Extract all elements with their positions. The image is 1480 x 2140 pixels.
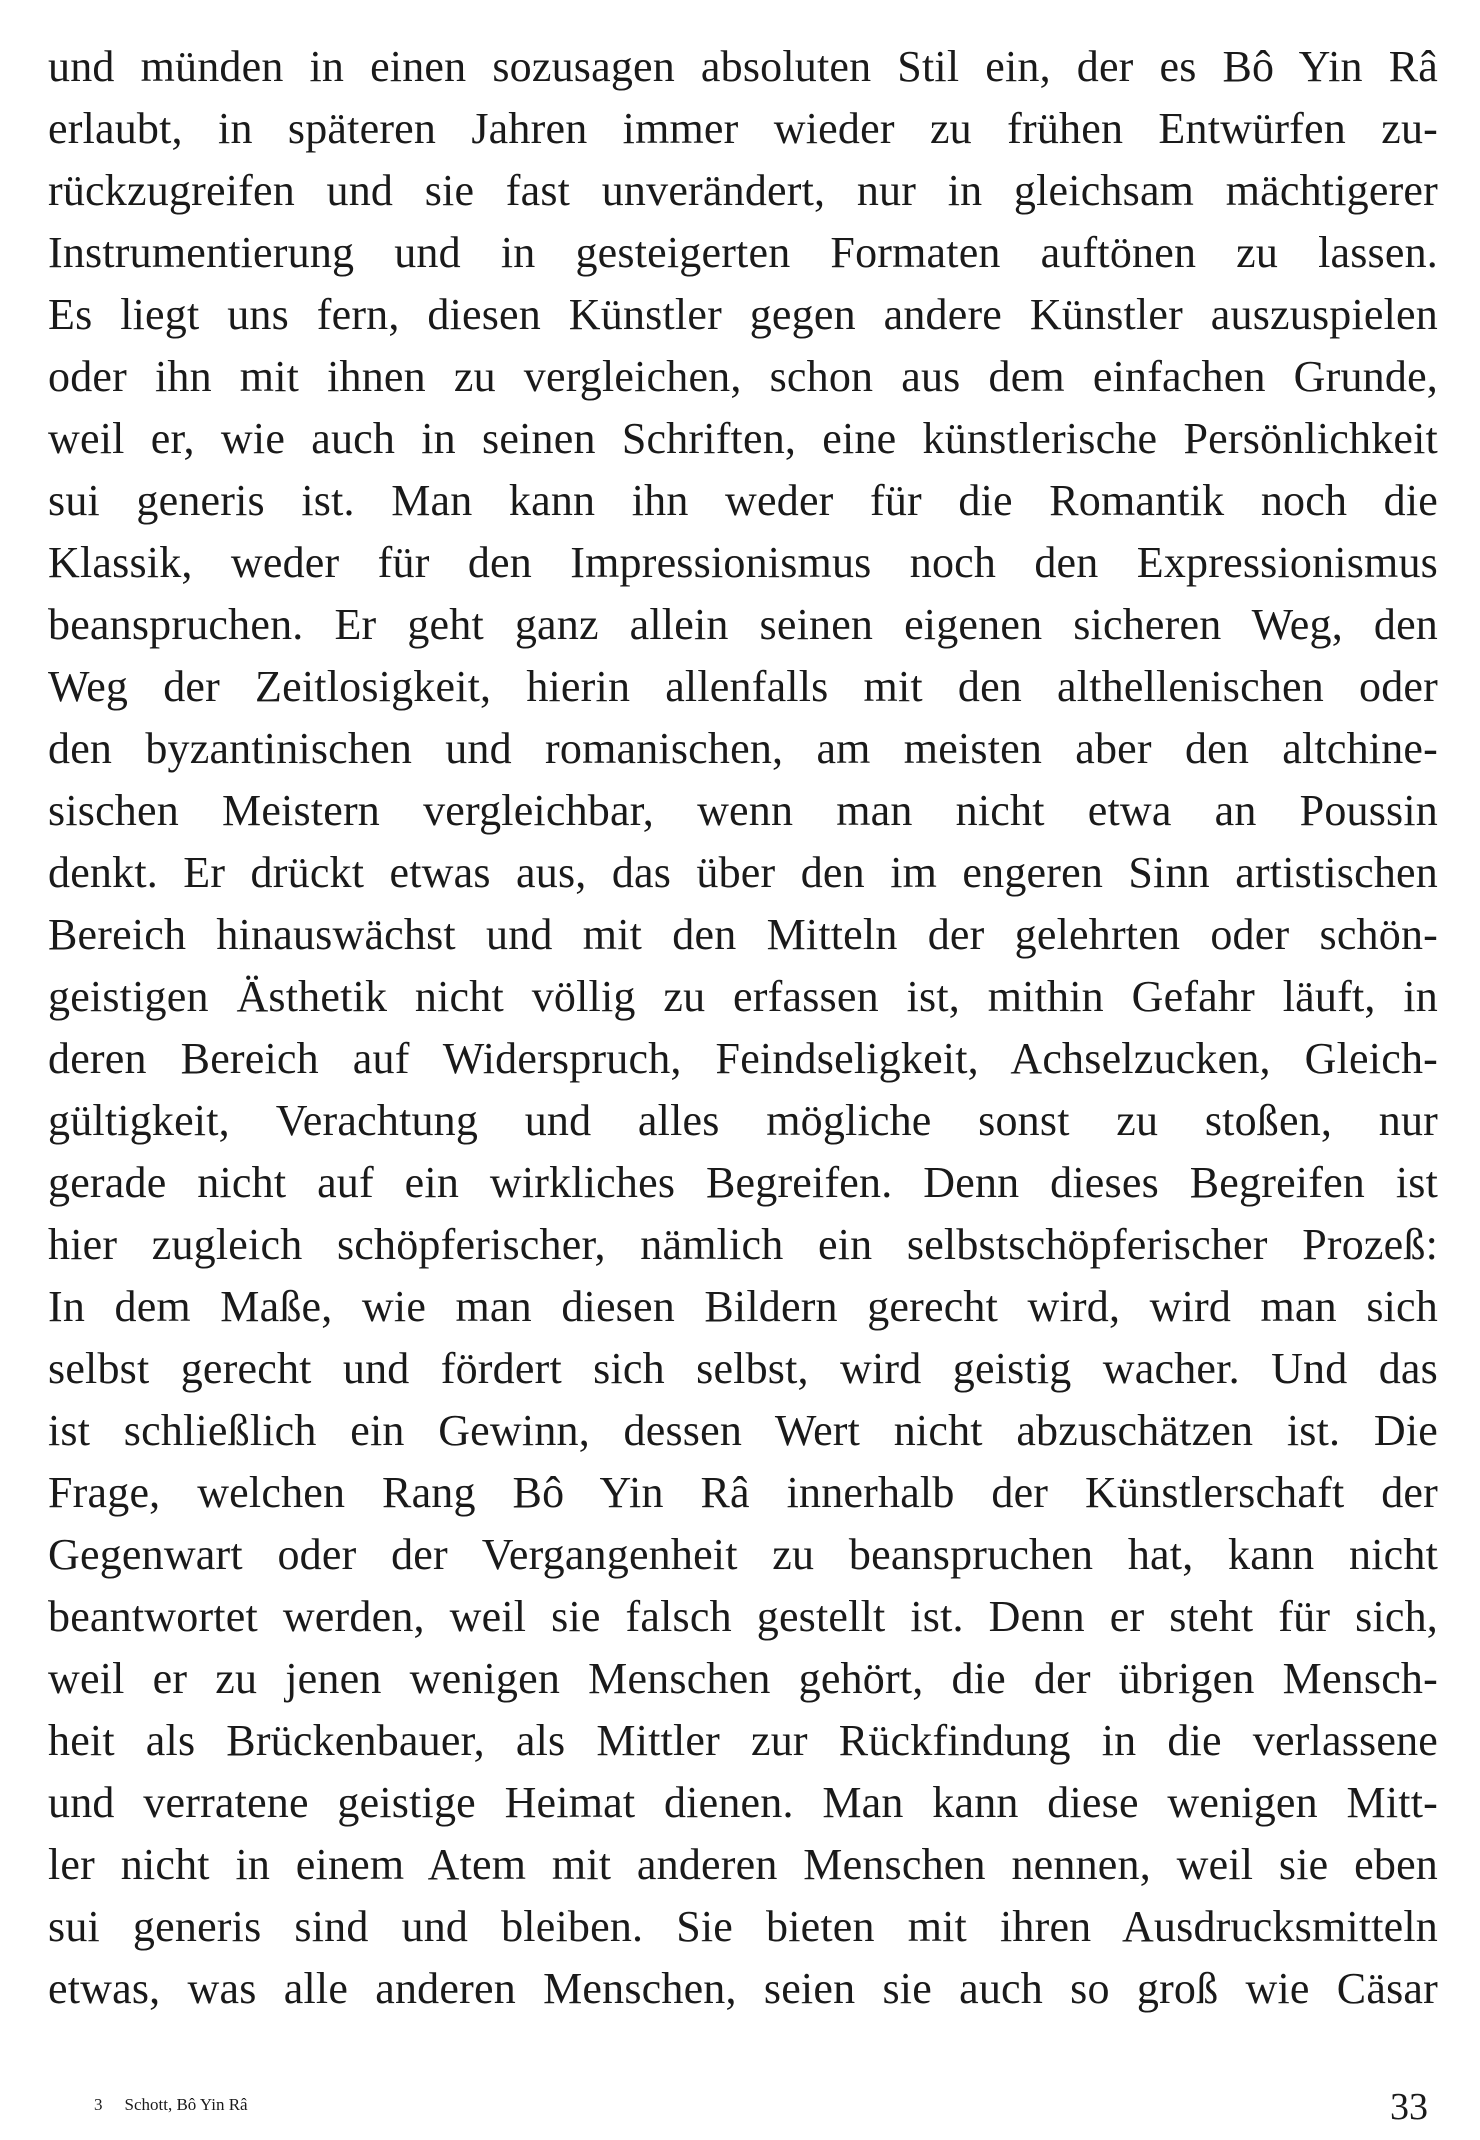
text-line: deren Bereich auf Widerspruch, Feindseligkeit, Achselzucken, Gleich-	[48, 1034, 1438, 1083]
text-line: In dem Maße, wie man diesen Bildern gerecht wird, wird man sich	[48, 1282, 1438, 1331]
body-text	[48, 36, 1438, 2020]
signature-number: 3	[94, 2095, 103, 2114]
text-line: beanspruchen. Er geht ganz allein seinen eigenen sicheren Weg, den	[48, 600, 1438, 649]
text-line: ler nicht in einem Atem mit anderen Menschen nennen, weil sie eben	[48, 1840, 1438, 1889]
text-line: denkt. Er drückt etwas aus, das über den im engeren Sinn artistischen	[48, 848, 1438, 897]
text-line: ist schließlich ein Gewinn, dessen Wert nicht abzuschätzen ist. Die	[48, 1406, 1438, 1455]
text-line: Klassik, weder für den Impressionismus noch den Expressionismus	[48, 538, 1438, 587]
printer-signature	[94, 2095, 248, 2115]
text-line: hier zugleich schöpferischer, nämlich ein selbstschöpferischer Prozeß:	[48, 1220, 1438, 1269]
page-number: 33	[1390, 2086, 1428, 2128]
text-line: selbst gerecht und fördert sich selbst, wird geistig wacher. Und das	[48, 1344, 1438, 1393]
text-line: erlaubt, in späteren Jahren immer wieder zu frühen Entwürfen zu-	[48, 104, 1438, 153]
text-line: Instrumentierung und in gesteigerten Formaten auftönen zu lassen.	[48, 228, 1438, 277]
text-line: Weg der Zeitlosigkeit, hierin allenfalls mit den althellenischen oder	[48, 662, 1438, 711]
text-line: und verratene geistige Heimat dienen. Man kann diese wenigen Mitt-	[48, 1778, 1438, 1827]
text-line: weil er, wie auch in seinen Schriften, eine künstlerische Persönlichkeit	[48, 414, 1438, 463]
text-line: Gegenwart oder der Vergangenheit zu beanspruchen hat, kann nicht	[48, 1530, 1438, 1579]
text-line: den byzantinischen und romanischen, am meisten aber den altchine-	[48, 724, 1438, 773]
page-footer	[48, 2085, 1438, 2128]
text-line: rückzugreifen und sie fast unverändert, nur in gleichsam mächtigerer	[48, 166, 1438, 215]
text-line: und münden in einen sozusagen absoluten Stil ein, der es Bô Yin Râ	[48, 42, 1438, 91]
text-line: Frage, welchen Rang Bô Yin Râ innerhalb der Künstlerschaft der	[48, 1468, 1438, 1517]
text-line: geistigen Ästhetik nicht völlig zu erfassen ist, mithin Gefahr läuft, in	[48, 972, 1438, 1021]
text-line: gerade nicht auf ein wirkliches Begreifen. Denn dieses Begreifen ist	[48, 1158, 1438, 1207]
text-line: etwas, was alle anderen Menschen, seien sie auch so groß wie Cäsar	[48, 1964, 1438, 2013]
signature-text: Schott, Bô Yin Râ	[124, 2095, 248, 2114]
text-line: sischen Meistern vergleichbar, wenn man nicht etwa an Poussin	[48, 786, 1438, 835]
text-line: sui generis sind und bleiben. Sie bieten mit ihren Ausdrucksmitteln	[48, 1902, 1438, 1951]
text-line: sui generis ist. Man kann ihn weder für die Romantik noch die	[48, 476, 1438, 525]
text-line: oder ihn mit ihnen zu vergleichen, schon aus dem einfachen Grunde,	[48, 352, 1438, 401]
text-line: Es liegt uns fern, diesen Künstler gegen andere Künstler auszuspielen	[48, 290, 1438, 339]
text-line: Bereich hinauswächst und mit den Mitteln der gelehrten oder schön-	[48, 910, 1438, 959]
text-line: gültigkeit, Verachtung und alles mögliche sonst zu stoßen, nur	[48, 1096, 1438, 1145]
text-line: heit als Brückenbauer, als Mittler zur Rückfindung in die verlassene	[48, 1716, 1438, 1765]
text-line: weil er zu jenen wenigen Menschen gehört, die der übrigen Mensch-	[48, 1654, 1438, 1703]
text-line: beantwortet werden, weil sie falsch gestellt ist. Denn er steht für sich,	[48, 1592, 1438, 1641]
